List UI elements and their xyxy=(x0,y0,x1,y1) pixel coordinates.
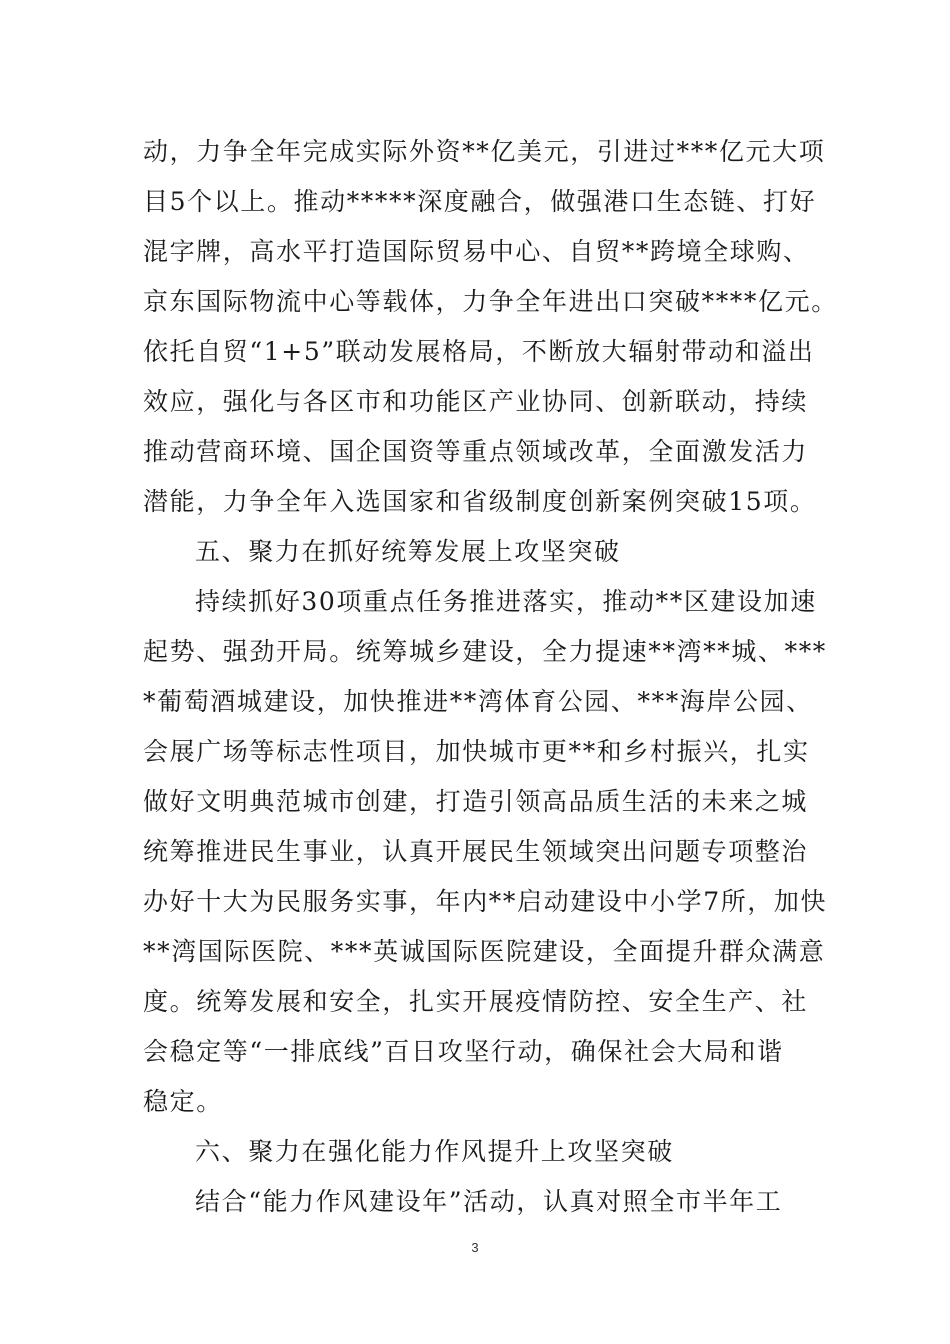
section-heading-6: 六、聚力在强化能力作风提升上攻坚突破 xyxy=(195,1137,674,1166)
body-line: **湾国际医院、***英诚国际医院建设，全面提升群众满意 xyxy=(143,937,826,966)
body-line: 推动营商环境、国企国资等重点领域改革，全面激发活力 xyxy=(143,437,809,466)
body-line: 效应，强化与各区市和功能区产业协同、创新联动，持续 xyxy=(143,387,809,416)
body-line: 稳定。 xyxy=(143,1087,223,1116)
body-line: 动，力争全年完成实际外资**亿美元，引进过***亿元大项 xyxy=(143,137,826,166)
body-line: 做好文明典范城市创建，打造引领高品质生活的未来之城 xyxy=(143,787,809,816)
body-line: 京东国际物流中心等载体，力争全年进出口突破****亿元。 xyxy=(143,287,838,316)
body-line: 统筹推进民生事业，认真开展民生领域突出问题专项整治 xyxy=(143,837,809,866)
section-heading-5: 五、聚力在抓好统筹发展上攻坚突破 xyxy=(195,537,621,566)
body-line: 办好十大为民服务实事，年内**启动建设中小学7所，加快 xyxy=(143,887,828,916)
body-line: 目5个以上。推动*****深度融合，做强港口生态链、打好 xyxy=(143,187,817,216)
body-line: 起势、强劲开局。统筹城乡建设，全力提速**湾**城、*** xyxy=(143,637,827,666)
body-line: 潜能，力争全年入选国家和省级制度创新案例突破15项。 xyxy=(143,487,817,516)
page-number: 3 xyxy=(471,1240,479,1255)
body-line: 依托自贸“1+5”联动发展格局，不断放大辐射带动和溢出 xyxy=(143,337,815,366)
body-line: 会稳定等“一排底线”百日攻坚行动，确保社会大局和谐 xyxy=(143,1037,784,1066)
paragraph-start: 持续抓好30项重点任务推进落实，推动**区建设加速 xyxy=(195,587,817,616)
body-line: 会展广场等标志性项目，加快城市更**和乡村振兴，扎实 xyxy=(143,737,810,766)
paragraph-start: 结合“能力作风建设年”活动，认真对照全市半年工 xyxy=(195,1187,783,1216)
body-line: 混字牌，高水平打造国际贸易中心、自贸**跨境全球购、 xyxy=(143,237,810,266)
body-line: *葡萄酒城建设，加快推进**湾体育公园、***海岸公园、 xyxy=(143,687,813,716)
body-line: 度。统筹发展和安全，扎实开展疫情防控、安全生产、社 xyxy=(143,987,809,1016)
